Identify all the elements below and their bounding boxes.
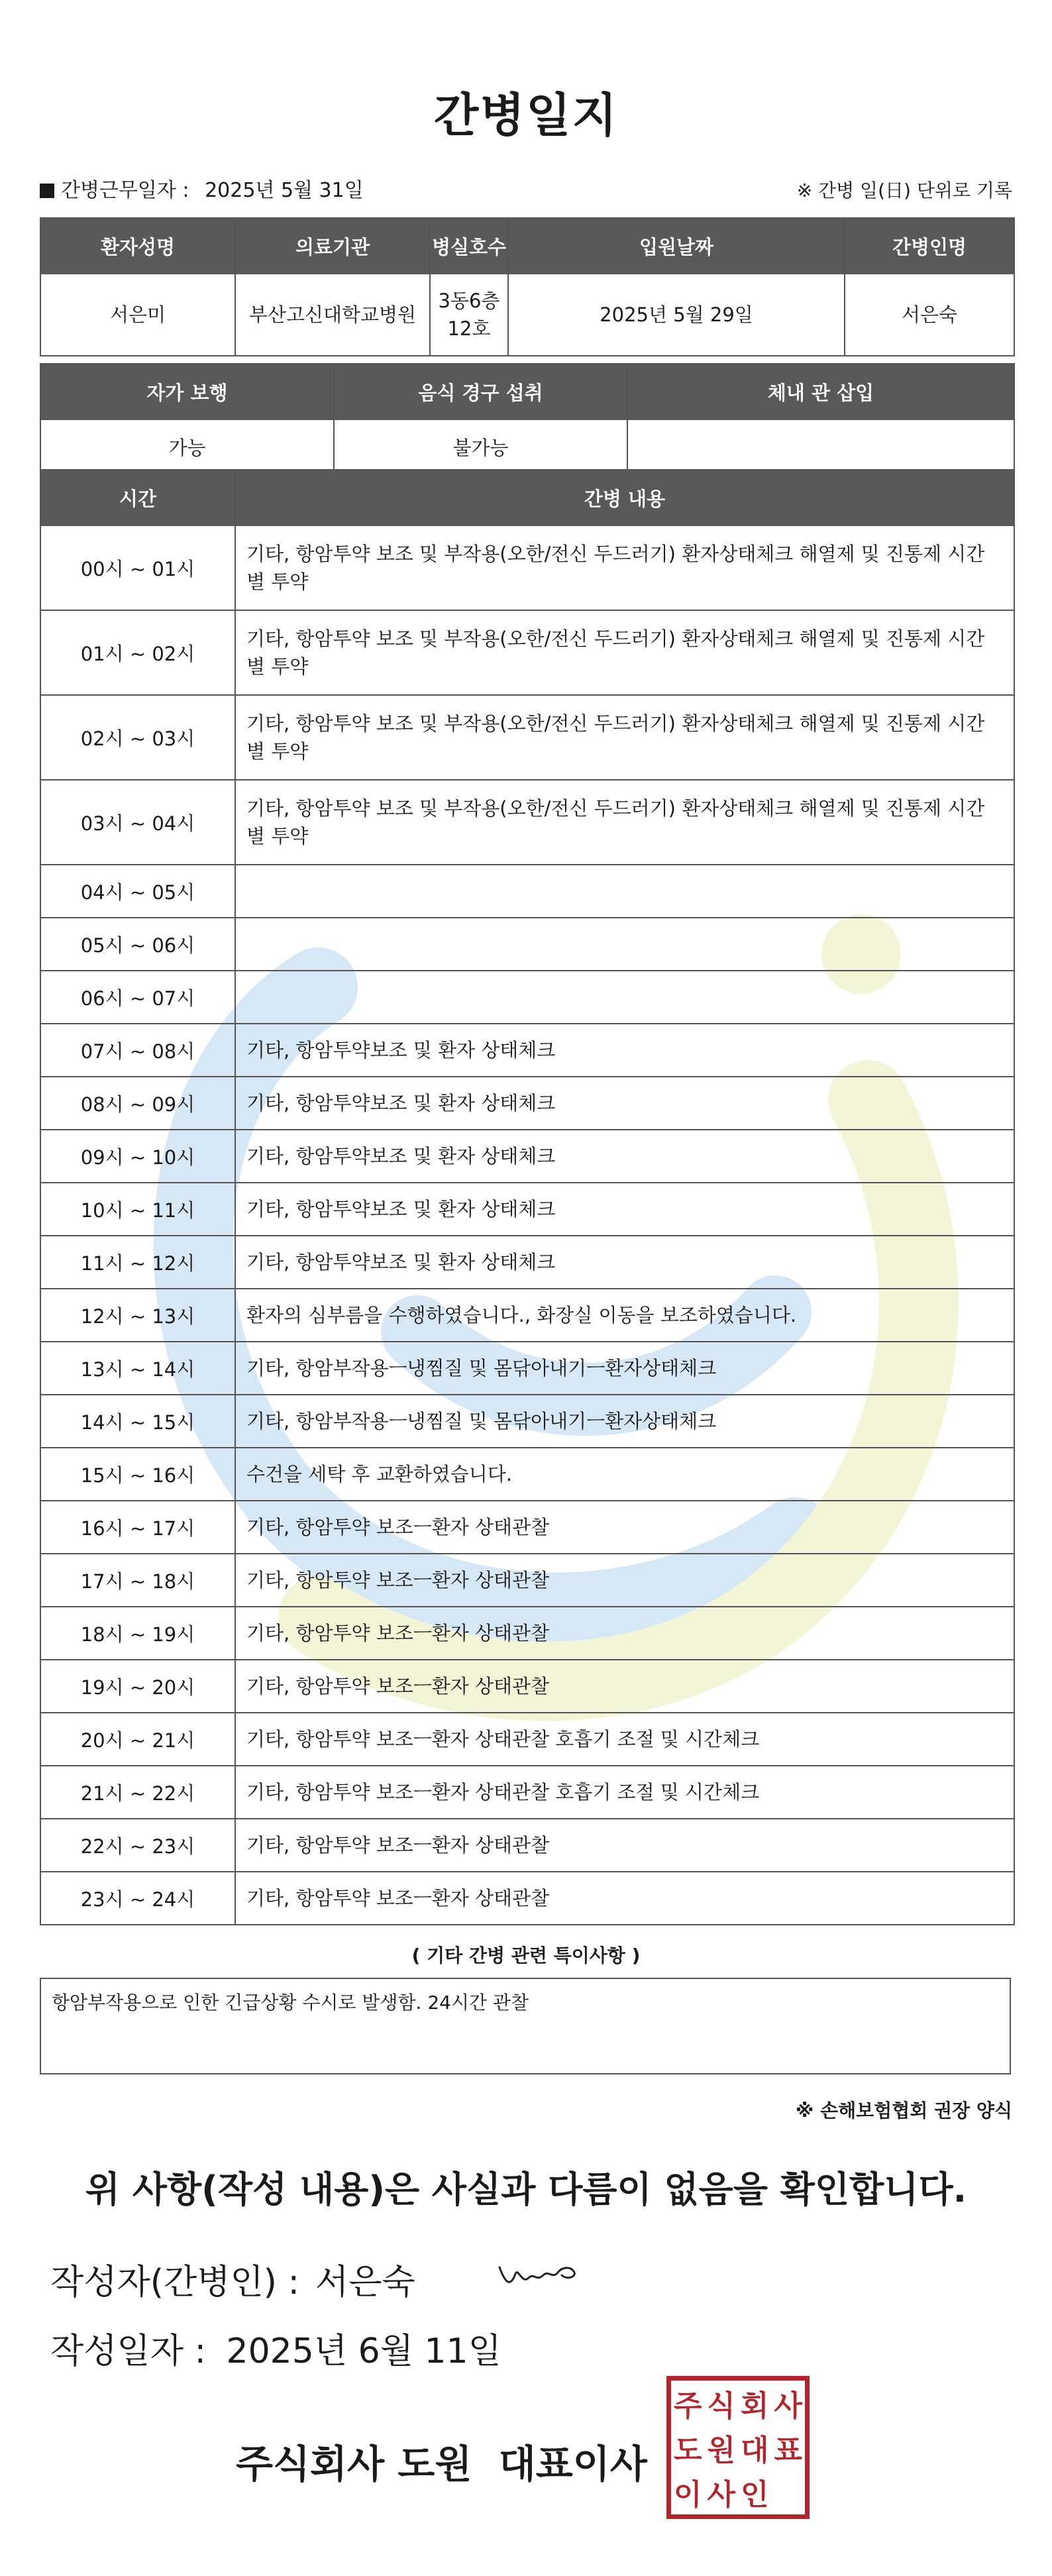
work-date-value: 2025년 5월 31일 [205,179,364,202]
log-content: 기타, 항암투약 보조ㅡ환자 상태관찰 [235,1554,1014,1607]
seal-glyph: 사 [774,2388,802,2423]
log-content: 기타, 항암투약보조 및 환자 상태체크 [235,1077,1014,1130]
log-content: 기타, 항암투약보조 및 환자 상태체크 [235,1024,1014,1077]
header-care-content: 간병 내용 [235,470,1014,525]
care-log-row [40,865,1014,918]
admission-date: 2025년 5월 29일 [508,274,845,356]
seal-glyph: 표 [774,2433,802,2467]
header-room: 병실호수 [430,218,508,274]
log-content [235,865,1014,918]
log-content: 기타, 항암투약 보조 및 부작용(오한/전신 두드러기) 환자상태체크 해열제 및 진통제 시간별 투약 [235,525,1014,610]
self-walking-value: 가능 [40,419,334,474]
bullet-square-icon [40,184,54,198]
log-time: 15시 ~ 16시 [40,1448,235,1501]
log-time: 06시 ~ 07시 [40,971,235,1024]
seal-glyph: 회 [740,2388,769,2423]
log-content: 기타, 항암투약보조 및 환자 상태체크 [235,1130,1014,1183]
care-status-table [40,363,1015,474]
care-log-row [40,1024,1014,1077]
seal-glyph: 사 [707,2478,735,2512]
log-time: 02시 ~ 03시 [40,695,235,780]
seal-glyph: 이 [673,2478,702,2512]
unit-note: ※ 간병 일(日) 단위로 기록 [796,180,1012,201]
seal-glyph: 도 [673,2433,702,2467]
care-log-row [40,1660,1014,1713]
patient-info-table [40,217,1015,356]
log-time: 07시 ~ 08시 [40,1024,235,1077]
patient-name: 서은미 [40,274,235,356]
seal-glyph: 인 [740,2478,769,2512]
log-time: 13시 ~ 14시 [40,1342,235,1395]
log-content: 기타, 항암투약 보조ㅡ환자 상태관찰 [235,1660,1014,1713]
log-content: 기타, 항암투약 보조 및 부작용(오한/전신 두드러기) 환자상태체크 해열제 및 진통제 시간별 투약 [235,610,1014,695]
header-self-walking: 자가 보행 [40,364,334,419]
care-log-row [40,695,1014,780]
log-content: 기타, 항암부작용ㅡ냉찜질 및 몸닦아내기ㅡ환자상태체크 [235,1342,1014,1395]
work-date-line [40,174,364,203]
log-content: 수건을 세탁 후 교환하였습니다. [235,1448,1014,1501]
care-log-row [40,1501,1014,1554]
caregiver-name: 서은숙 [845,274,1014,356]
notes-title: ( 기타 간병 관련 특이사항 ) [411,1945,641,1966]
log-content: 기타, 항암투약 보조ㅡ환자 상태관찰 호흡기 조절 및 시간체크 [235,1713,1014,1766]
care-log-row [40,1130,1014,1183]
log-content: 기타, 항암투약보조 및 환자 상태체크 [235,1236,1014,1289]
log-content: 기타, 항암투약 보조 및 부작용(오한/전신 두드러기) 환자상태체크 해열제 및 진통제 시간별 투약 [235,780,1014,865]
log-content: 기타, 항암투약 보조ㅡ환자 상태관찰 [235,1607,1014,1660]
care-log-row [40,1077,1014,1130]
care-log-row [40,780,1014,865]
care-log-row [40,525,1014,610]
log-content: 기타, 항암투약 보조ㅡ환자 상태관찰 [235,1501,1014,1554]
care-log-row [40,1236,1014,1289]
log-content: 기타, 항암투약보조 및 환자 상태체크 [235,1183,1014,1236]
header-patient-name: 환자성명 [40,218,235,274]
care-log-row [40,971,1014,1024]
company-representative: 주식회사 도원 대표이사 [236,2442,647,2487]
care-status-row [40,419,1014,474]
care-log-row [40,1395,1014,1448]
oral-intake-value: 불가능 [334,419,627,474]
log-content: 환자의 심부름을 수행하였습니다., 화장실 이동을 보조하였습니다. [235,1289,1014,1342]
log-content: 기타, 항암투약 보조ㅡ환자 상태관찰 [235,1819,1014,1872]
header-time: 시간 [40,470,235,525]
log-time: 21시 ~ 22시 [40,1766,235,1819]
care-status-header-row [40,364,1014,419]
log-time: 01시 ~ 02시 [40,610,235,695]
care-log-row [40,1554,1014,1607]
log-content [235,971,1014,1024]
care-log-table [40,469,1015,1925]
care-log-row [40,610,1014,695]
log-content: 기타, 항암투약 보조ㅡ환자 상태관찰 호흡기 조절 및 시간체크 [235,1766,1014,1819]
written-date-label: 작성일자 : [50,2332,206,2371]
log-content [235,918,1014,971]
log-time: 05시 ~ 06시 [40,918,235,971]
log-time: 08시 ~ 09시 [40,1077,235,1130]
log-time: 22시 ~ 23시 [40,1819,235,1872]
log-time: 23시 ~ 24시 [40,1872,235,1925]
care-log-header-row [40,470,1014,525]
care-log-row [40,1872,1014,1925]
log-time: 17시 ~ 18시 [40,1554,235,1607]
header-oral-intake: 음식 경구 섭취 [334,364,627,419]
log-time: 03시 ~ 04시 [40,780,235,865]
log-time: 14시 ~ 15시 [40,1395,235,1448]
handwritten-signature [496,2255,582,2295]
seal-glyph: 대 [740,2433,769,2467]
seal-glyph: 식 [707,2388,735,2423]
log-time: 18시 ~ 19시 [40,1607,235,1660]
header-admission-date: 입원날짜 [508,218,845,274]
seal-glyph: 원 [707,2433,735,2467]
care-log-body [40,525,1014,1925]
writer-line [50,2254,415,2304]
patient-info-header-row [40,218,1014,274]
log-time: 09시 ~ 10시 [40,1130,235,1183]
log-content: 기타, 항암부작용ㅡ냉찜질 및 몸닦아내기ㅡ환자상태체크 [235,1395,1014,1448]
recommend-note: ※ 손해보험협회 권장 양식 [796,2100,1012,2121]
log-time: 11시 ~ 12시 [40,1236,235,1289]
work-date-label: 간병근무일자 : [61,179,189,202]
care-log-row [40,1289,1014,1342]
care-log-row [40,1342,1014,1395]
log-time: 16시 ~ 17시 [40,1501,235,1554]
care-log-row [40,1607,1014,1660]
care-log-row [40,918,1014,971]
room-number: 3동6층 12호 [430,274,508,356]
log-content: 기타, 항암투약 보조 및 부작용(오한/전신 두드러기) 환자상태체크 해열제 및 진통제 시간별 투약 [235,695,1014,780]
writer-name: 서은숙 [315,2263,415,2302]
written-date-line [50,2323,501,2373]
care-log-row [40,1183,1014,1236]
log-time: 00시 ~ 01시 [40,525,235,610]
care-log-row [40,1713,1014,1766]
tube-insertion-value [627,419,1014,474]
confirmation-statement: 위 사항(작성 내용)은 사실과 다름이 없음을 확인합니다. [85,2169,967,2210]
writer-label: 작성자(간병인) : [50,2263,300,2302]
written-date-value: 2025년 6월 11일 [226,2332,501,2371]
header-hospital: 의료기관 [235,218,430,274]
care-log-row [40,1766,1014,1819]
header-caregiver: 간병인명 [845,218,1014,274]
seal-glyph: 주 [673,2388,702,2423]
care-log-row [40,1448,1014,1501]
company-seal-stamp [666,2376,810,2519]
log-time: 04시 ~ 05시 [40,865,235,918]
log-time: 12시 ~ 13시 [40,1289,235,1342]
hospital-name: 부산고신대학교병원 [235,274,430,356]
log-time: 19시 ~ 20시 [40,1660,235,1713]
log-time: 10시 ~ 11시 [40,1183,235,1236]
notes-box: 항암부작용으로 인한 긴급상황 수시로 발생함. 24시간 관찰 [40,1978,1011,2074]
document-title: 간병일지 [433,88,619,142]
care-log-row [40,1819,1014,1872]
patient-info-row [40,274,1014,356]
header-tube-insertion: 체내 관 삽입 [627,364,1014,419]
log-time: 20시 ~ 21시 [40,1713,235,1766]
log-content: 기타, 항암투약 보조ㅡ환자 상태관찰 [235,1872,1014,1925]
